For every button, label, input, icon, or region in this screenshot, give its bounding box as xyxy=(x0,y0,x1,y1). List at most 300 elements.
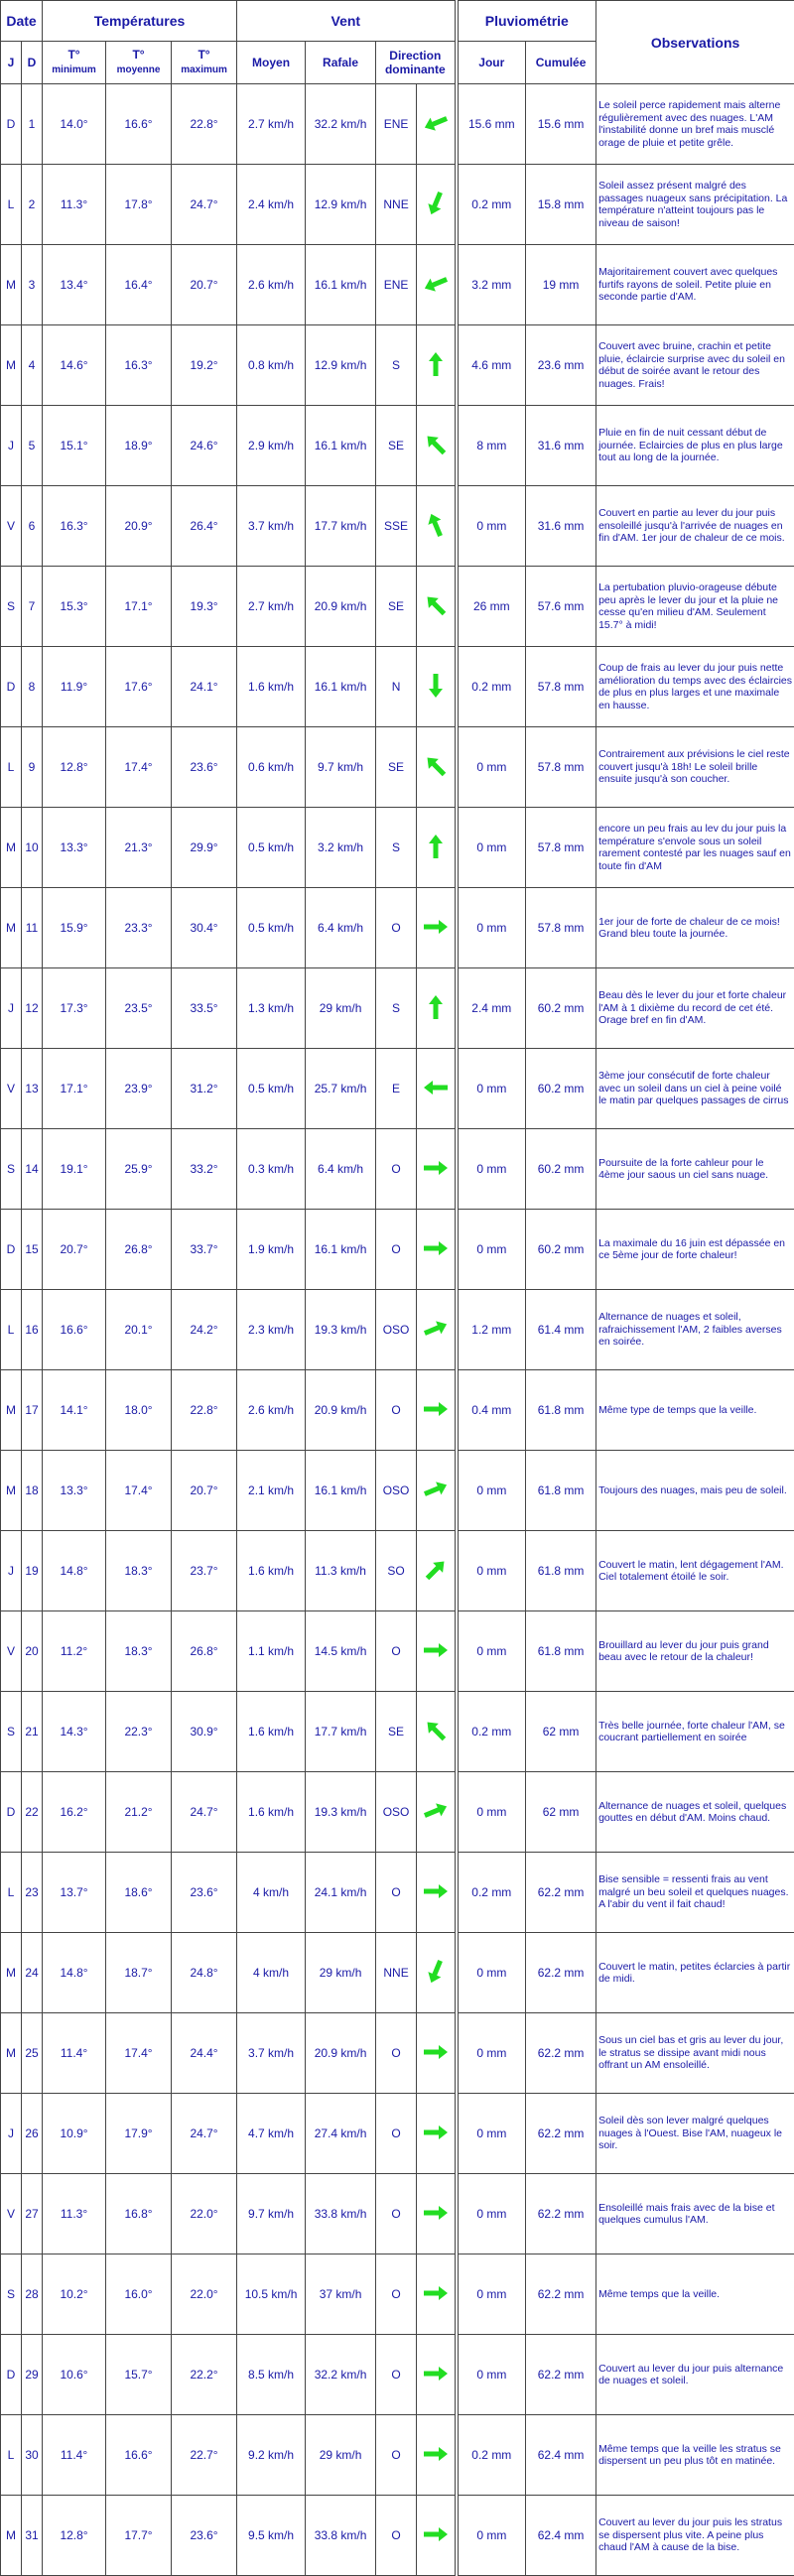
observation-cell: Le soleil perce rapidement mais alterne régulièrement avec des nuages. L'AM l'instabilité donne un bref mais musclé orage de pluie et petite grêle. xyxy=(596,84,794,165)
wind-gust-cell: 33.8 km/h xyxy=(306,2496,376,2576)
day-cell: 12 xyxy=(22,968,43,1049)
observation-cell: Sous un ciel bas et gris au lever du jour, le stratus se dissipe avant midi nous offrant un AM ensoleillé. xyxy=(596,2013,794,2094)
wind-arrow-icon xyxy=(421,1716,451,1745)
day-cell: 18 xyxy=(22,1451,43,1531)
rain-cumul-cell: 60.2 mm xyxy=(526,1210,596,1290)
tmax-cell: 24.7° xyxy=(172,1772,237,1853)
observation-cell: Majoritairement couvert avec quelques furtifs rayons de soleil. Petite pluie en seconde partie d'AM. xyxy=(596,245,794,325)
weekday-cell: M xyxy=(1,1370,22,1451)
rain-day-cell: 0.2 mm xyxy=(457,647,526,727)
wind-avg-cell: 2.6 km/h xyxy=(237,1370,306,1451)
observation-cell: Même type de temps que la veille. xyxy=(596,1370,794,1451)
wind-arrow-icon xyxy=(421,2118,451,2147)
wind-dir-cell: ENE xyxy=(376,245,417,325)
wind-arrow-cell xyxy=(417,1933,457,2013)
tmoy-cell: 16.6° xyxy=(106,2415,172,2496)
wind-avg-cell: 2.4 km/h xyxy=(237,165,306,245)
rain-cumul-cell: 61.8 mm xyxy=(526,1451,596,1531)
tmin-cell: 16.3° xyxy=(43,486,106,567)
wind-dir-cell: O xyxy=(376,1853,417,1933)
wind-dir-cell: O xyxy=(376,2174,417,2254)
wind-dir-cell: O xyxy=(376,1611,417,1692)
wind-arrow-icon xyxy=(421,2359,451,2388)
wind-dir-cell: O xyxy=(376,1370,417,1451)
rain-cumul-cell: 31.6 mm xyxy=(526,406,596,486)
wind-arrow-cell xyxy=(417,486,457,567)
header-tmoy: T° moyenne xyxy=(106,42,172,84)
wind-avg-cell: 1.3 km/h xyxy=(237,968,306,1049)
wind-avg-cell: 10.5 km/h xyxy=(237,2254,306,2335)
tmin-cell: 15.1° xyxy=(43,406,106,486)
tmax-cell: 22.0° xyxy=(172,2174,237,2254)
rain-day-cell: 4.6 mm xyxy=(457,325,526,406)
tmoy-cell: 17.8° xyxy=(106,165,172,245)
tmin-cell: 13.3° xyxy=(43,1451,106,1531)
day-cell: 5 xyxy=(22,406,43,486)
wind-gust-cell: 20.9 km/h xyxy=(306,2013,376,2094)
wind-avg-cell: 1.1 km/h xyxy=(237,1611,306,1692)
header-wind-gust: Rafale xyxy=(306,42,376,84)
rain-cumul-cell: 60.2 mm xyxy=(526,968,596,1049)
wind-gust-cell: 37 km/h xyxy=(306,2254,376,2335)
header-tmin: T° minimum xyxy=(43,42,106,84)
weekday-cell: S xyxy=(1,567,22,647)
wind-arrow-cell xyxy=(417,2335,457,2415)
observation-cell: Couvert en partie au lever du jour puis ensoleillé jusqu'à l'arrivée de nuages en fin d'AM. 1er jour de chaleur de ce mois. xyxy=(596,486,794,567)
wind-avg-cell: 9.2 km/h xyxy=(237,2415,306,2496)
wind-gust-cell: 16.1 km/h xyxy=(306,647,376,727)
header-date: Date xyxy=(1,1,43,42)
rain-day-cell: 2.4 mm xyxy=(457,968,526,1049)
tmax-cell: 24.6° xyxy=(172,406,237,486)
weekday-cell: M xyxy=(1,2496,22,2576)
weekday-cell: M xyxy=(1,2013,22,2094)
wind-arrow-cell xyxy=(417,1772,457,1853)
weekday-cell: L xyxy=(1,165,22,245)
tmin-cell: 17.1° xyxy=(43,1049,106,1129)
wind-gust-cell: 6.4 km/h xyxy=(306,1129,376,1210)
tmax-cell: 29.9° xyxy=(172,808,237,888)
table-row xyxy=(1,406,794,486)
table-row xyxy=(1,2415,794,2496)
wind-avg-cell: 2.9 km/h xyxy=(237,406,306,486)
wind-arrow-icon xyxy=(421,1153,451,1183)
rain-day-cell: 0 mm xyxy=(457,1933,526,2013)
rain-cumul-cell: 61.8 mm xyxy=(526,1611,596,1692)
table-row xyxy=(1,1853,794,1933)
wind-avg-cell: 3.7 km/h xyxy=(237,2013,306,2094)
table-row xyxy=(1,2094,794,2174)
wind-arrow-cell xyxy=(417,2254,457,2335)
wind-arrow-cell xyxy=(417,727,457,808)
rain-cumul-cell: 15.6 mm xyxy=(526,84,596,165)
table-row xyxy=(1,647,794,727)
day-cell: 23 xyxy=(22,1853,43,1933)
observation-cell: Bise sensible = ressenti frais au vent malgré un beu soleil et quelques nuages. A l'abir du vent il fait chaud! xyxy=(596,1853,794,1933)
wind-avg-cell: 1.6 km/h xyxy=(237,1692,306,1772)
header-wind-direction: Direction dominante xyxy=(376,42,457,84)
observation-cell: 3ème jour consécutif de forte chaleur avec un soleil dans un ciel à peine voilé le matin par quelques passages de cirrus xyxy=(596,1049,794,1129)
tmoy-cell: 21.3° xyxy=(106,808,172,888)
wind-arrow-icon xyxy=(421,1073,451,1102)
wind-dir-cell: O xyxy=(376,2496,417,2576)
weekday-cell: V xyxy=(1,486,22,567)
table-row xyxy=(1,1611,794,1692)
wind-avg-cell: 1.9 km/h xyxy=(237,1210,306,1290)
tmax-cell: 26.4° xyxy=(172,486,237,567)
weekday-cell: D xyxy=(1,647,22,727)
rain-day-cell: 0 mm xyxy=(457,2013,526,2094)
wind-gust-cell: 17.7 km/h xyxy=(306,1692,376,1772)
observation-cell: Couvert le matin, lent dégagement l'AM. Ciel totalement étoilé le soir. xyxy=(596,1531,794,1611)
weekday-cell: M xyxy=(1,888,22,968)
table-row xyxy=(1,1933,794,2013)
wind-arrow-cell xyxy=(417,1611,457,1692)
wind-arrow-cell xyxy=(417,84,457,165)
tmax-cell: 19.3° xyxy=(172,567,237,647)
wind-arrow-cell xyxy=(417,1129,457,1210)
weekday-cell: J xyxy=(1,406,22,486)
rain-cumul-cell: 62.2 mm xyxy=(526,2094,596,2174)
day-cell: 7 xyxy=(22,567,43,647)
tmax-cell: 22.7° xyxy=(172,2415,237,2496)
tmax-cell: 24.7° xyxy=(172,2094,237,2174)
table-row xyxy=(1,888,794,968)
rain-cumul-cell: 62.2 mm xyxy=(526,1933,596,2013)
wind-arrow-cell xyxy=(417,2013,457,2094)
tmoy-cell: 23.5° xyxy=(106,968,172,1049)
weekday-cell: V xyxy=(1,2174,22,2254)
observation-cell: Couvert avec bruine, crachin et petite pluie, éclaircie surprise avec du soleil en début de soirée avant le retour des nuages. Frais! xyxy=(596,325,794,406)
rain-day-cell: 0.4 mm xyxy=(457,1370,526,1451)
tmin-cell: 14.8° xyxy=(43,1933,106,2013)
wind-gust-cell: 9.7 km/h xyxy=(306,727,376,808)
tmax-cell: 19.2° xyxy=(172,325,237,406)
header-temperatures: Températures xyxy=(43,1,237,42)
wind-gust-cell: 33.8 km/h xyxy=(306,2174,376,2254)
wind-gust-cell: 14.5 km/h xyxy=(306,1611,376,1692)
header-tmax: T° maximum xyxy=(172,42,237,84)
tmax-cell: 30.4° xyxy=(172,888,237,968)
tmoy-cell: 16.8° xyxy=(106,2174,172,2254)
tmoy-cell: 15.7° xyxy=(106,2335,172,2415)
wind-arrow-icon xyxy=(421,590,451,620)
weekday-cell: V xyxy=(1,1049,22,1129)
wind-arrow-cell xyxy=(417,2094,457,2174)
wind-arrow-icon xyxy=(421,1394,451,1424)
wind-arrow-cell xyxy=(417,888,457,968)
wind-gust-cell: 16.1 km/h xyxy=(306,1210,376,1290)
observation-cell: Contrairement aux prévisions le ciel reste couvert jusqu'à 18h! Le soleil brille ensuite jusqu'à son coucher. xyxy=(596,727,794,808)
weekday-cell: M xyxy=(1,325,22,406)
rain-cumul-cell: 61.4 mm xyxy=(526,1290,596,1370)
day-cell: 28 xyxy=(22,2254,43,2335)
wind-arrow-icon xyxy=(421,349,451,379)
wind-arrow-cell xyxy=(417,245,457,325)
rain-cumul-cell: 57.8 mm xyxy=(526,727,596,808)
day-cell: 14 xyxy=(22,1129,43,1210)
wind-arrow-icon xyxy=(421,1957,451,1987)
tmin-cell: 11.3° xyxy=(43,165,106,245)
day-cell: 16 xyxy=(22,1290,43,1370)
wind-gust-cell: 29 km/h xyxy=(306,968,376,1049)
wind-arrow-icon xyxy=(421,1233,451,1263)
observation-cell: La maximale du 16 juin est dépassée en ce 5ème jour de forte chaleur! xyxy=(596,1210,794,1290)
header-day: D xyxy=(22,42,43,84)
wind-avg-cell: 2.3 km/h xyxy=(237,1290,306,1370)
rain-day-cell: 0 mm xyxy=(457,1611,526,1692)
rain-cumul-cell: 62.4 mm xyxy=(526,2496,596,2576)
wind-avg-cell: 0.8 km/h xyxy=(237,325,306,406)
wind-avg-cell: 3.7 km/h xyxy=(237,486,306,567)
tmax-cell: 22.0° xyxy=(172,2254,237,2335)
observation-cell: Même temps que la veille les stratus se dispersent un peu plus tôt en matinée. xyxy=(596,2415,794,2496)
wind-arrow-cell xyxy=(417,2496,457,2576)
rain-day-cell: 0.2 mm xyxy=(457,1692,526,1772)
wind-avg-cell: 2.7 km/h xyxy=(237,84,306,165)
table-row xyxy=(1,727,794,808)
tmoy-cell: 16.0° xyxy=(106,2254,172,2335)
wind-avg-cell: 0.5 km/h xyxy=(237,1049,306,1129)
header-rain-day: Jour xyxy=(457,42,526,84)
tmoy-cell: 18.7° xyxy=(106,1933,172,2013)
wind-avg-cell: 0.5 km/h xyxy=(237,888,306,968)
weekday-cell: L xyxy=(1,727,22,808)
rain-day-cell: 0 mm xyxy=(457,2174,526,2254)
rain-day-cell: 0 mm xyxy=(457,1451,526,1531)
rain-cumul-cell: 23.6 mm xyxy=(526,325,596,406)
table-row xyxy=(1,2254,794,2335)
wind-gust-cell: 12.9 km/h xyxy=(306,165,376,245)
observation-cell: Coup de frais au lever du jour puis nette amélioration du temps avec des éclaircies de plus en plus larges et une maximale en hausse. xyxy=(596,647,794,727)
day-cell: 8 xyxy=(22,647,43,727)
rain-day-cell: 0 mm xyxy=(457,808,526,888)
wind-gust-cell: 29 km/h xyxy=(306,1933,376,2013)
wind-gust-cell: 17.7 km/h xyxy=(306,486,376,567)
observation-cell: Couvert au lever du jour puis les stratus se dispersent plus vite. A peine plus chaud l'AM à cause de la bise. xyxy=(596,2496,794,2576)
day-cell: 25 xyxy=(22,2013,43,2094)
rain-cumul-cell: 61.8 mm xyxy=(526,1531,596,1611)
tmax-cell: 24.8° xyxy=(172,1933,237,2013)
wind-arrow-icon xyxy=(421,510,451,540)
wind-arrow-icon xyxy=(421,108,451,138)
tmin-cell: 14.6° xyxy=(43,325,106,406)
tmoy-cell: 20.1° xyxy=(106,1290,172,1370)
tmin-cell: 11.4° xyxy=(43,2415,106,2496)
weekday-cell: M xyxy=(1,1451,22,1531)
rain-cumul-cell: 60.2 mm xyxy=(526,1049,596,1129)
observation-cell: Beau dès le lever du jour et forte chaleur l'AM à 1 dixième du record de cet été. Orage bref en fin d'AM. xyxy=(596,968,794,1049)
observation-cell: Soleil dès son lever malgré quelques nuages à l'Ouest. Bise l'AM, nuageux le soir. xyxy=(596,2094,794,2174)
tmoy-cell: 17.9° xyxy=(106,2094,172,2174)
wind-arrow-icon xyxy=(421,2037,451,2067)
rain-day-cell: 8 mm xyxy=(457,406,526,486)
tmoy-cell: 17.7° xyxy=(106,2496,172,2576)
wind-arrow-cell xyxy=(417,325,457,406)
tmax-cell: 24.4° xyxy=(172,2013,237,2094)
tmin-cell: 17.3° xyxy=(43,968,106,1049)
rain-cumul-cell: 60.2 mm xyxy=(526,1129,596,1210)
tmax-cell: 23.6° xyxy=(172,1853,237,1933)
header-rain-cumul: Cumulée xyxy=(526,42,596,84)
wind-arrow-icon xyxy=(421,1635,451,1665)
wind-arrow-cell xyxy=(417,567,457,647)
tmax-cell: 22.8° xyxy=(172,84,237,165)
tmin-cell: 12.8° xyxy=(43,2496,106,2576)
tmoy-cell: 21.2° xyxy=(106,1772,172,1853)
table-row xyxy=(1,1370,794,1451)
wind-dir-cell: O xyxy=(376,2254,417,2335)
wind-arrow-icon xyxy=(421,1475,451,1504)
day-cell: 15 xyxy=(22,1210,43,1290)
tmin-cell: 11.4° xyxy=(43,2013,106,2094)
weekday-cell: M xyxy=(1,1933,22,2013)
rain-day-cell: 0.2 mm xyxy=(457,165,526,245)
wind-avg-cell: 9.7 km/h xyxy=(237,2174,306,2254)
observation-cell: Même temps que la veille. xyxy=(596,2254,794,2335)
wind-avg-cell: 0.5 km/h xyxy=(237,808,306,888)
tmoy-cell: 17.4° xyxy=(106,727,172,808)
header-vent: Vent xyxy=(237,1,457,42)
rain-day-cell: 0 mm xyxy=(457,2094,526,2174)
tmin-cell: 15.9° xyxy=(43,888,106,968)
observation-cell: Très belle journée, forte chaleur l'AM, se coucrant partiellement en soirée xyxy=(596,1692,794,1772)
wind-dir-cell: O xyxy=(376,2013,417,2094)
day-cell: 20 xyxy=(22,1611,43,1692)
table-row xyxy=(1,486,794,567)
wind-arrow-icon xyxy=(421,832,451,861)
day-cell: 29 xyxy=(22,2335,43,2415)
day-cell: 24 xyxy=(22,1933,43,2013)
wind-dir-cell: SE xyxy=(376,727,417,808)
tmin-cell: 10.9° xyxy=(43,2094,106,2174)
rain-cumul-cell: 15.8 mm xyxy=(526,165,596,245)
wind-dir-cell: E xyxy=(376,1049,417,1129)
rain-day-cell: 0 mm xyxy=(457,486,526,567)
wind-gust-cell: 27.4 km/h xyxy=(306,2094,376,2174)
observation-cell: Brouillard au lever du jour puis grand beau avec le retour de la chaleur! xyxy=(596,1611,794,1692)
rain-cumul-cell: 62 mm xyxy=(526,1772,596,1853)
observation-cell: 1er jour de forte de chaleur de ce mois! Grand bleu toute la journée. xyxy=(596,888,794,968)
wind-dir-cell: NNE xyxy=(376,1933,417,2013)
wind-arrow-cell xyxy=(417,1853,457,1933)
tmax-cell: 20.7° xyxy=(172,245,237,325)
weekday-cell: M xyxy=(1,808,22,888)
tmax-cell: 23.6° xyxy=(172,2496,237,2576)
weekday-cell: V xyxy=(1,1611,22,1692)
rain-day-cell: 0 mm xyxy=(457,2496,526,2576)
tmax-cell: 33.2° xyxy=(172,1129,237,1210)
rain-day-cell: 0 mm xyxy=(457,1129,526,1210)
wind-arrow-icon xyxy=(421,1314,451,1344)
wind-gust-cell: 25.7 km/h xyxy=(306,1049,376,1129)
weekday-cell: J xyxy=(1,968,22,1049)
tmoy-cell: 16.3° xyxy=(106,325,172,406)
tmin-cell: 16.6° xyxy=(43,1290,106,1370)
weekday-cell: S xyxy=(1,2254,22,2335)
weekday-cell: D xyxy=(1,2335,22,2415)
tmax-cell: 22.8° xyxy=(172,1370,237,1451)
wind-gust-cell: 12.9 km/h xyxy=(306,325,376,406)
tmax-cell: 33.7° xyxy=(172,1210,237,1290)
day-cell: 31 xyxy=(22,2496,43,2576)
weekday-cell: S xyxy=(1,1129,22,1210)
rain-day-cell: 0 mm xyxy=(457,1531,526,1611)
tmoy-cell: 25.9° xyxy=(106,1129,172,1210)
rain-cumul-cell: 62.2 mm xyxy=(526,1853,596,1933)
tmax-cell: 24.2° xyxy=(172,1290,237,1370)
wind-avg-cell: 0.3 km/h xyxy=(237,1129,306,1210)
table-row xyxy=(1,1290,794,1370)
tmoy-cell: 18.0° xyxy=(106,1370,172,1451)
weekday-cell: J xyxy=(1,1531,22,1611)
weekday-cell: L xyxy=(1,2415,22,2496)
tmin-cell: 12.8° xyxy=(43,727,106,808)
wind-gust-cell: 32.2 km/h xyxy=(306,84,376,165)
table-row xyxy=(1,1049,794,1129)
rain-cumul-cell: 57.8 mm xyxy=(526,647,596,727)
rain-cumul-cell: 57.8 mm xyxy=(526,888,596,968)
observation-cell: Soleil assez présent malgré des passages nuageux sans précipitation. La température n'atteint toujours pas le niveau de saison! xyxy=(596,165,794,245)
wind-gust-cell: 16.1 km/h xyxy=(306,406,376,486)
day-cell: 21 xyxy=(22,1692,43,1772)
tmax-cell: 23.6° xyxy=(172,727,237,808)
table-row xyxy=(1,245,794,325)
rain-cumul-cell: 62.2 mm xyxy=(526,2013,596,2094)
observation-cell: Alternance de nuages et soleil, quelques gouttes en début d'AM. Moins chaud. xyxy=(596,1772,794,1853)
rain-cumul-cell: 62.4 mm xyxy=(526,2415,596,2496)
wind-gust-cell: 20.9 km/h xyxy=(306,567,376,647)
wind-arrow-cell xyxy=(417,2415,457,2496)
tmoy-cell: 16.4° xyxy=(106,245,172,325)
tmoy-cell: 18.6° xyxy=(106,1853,172,1933)
day-cell: 6 xyxy=(22,486,43,567)
wind-avg-cell: 1.6 km/h xyxy=(237,1531,306,1611)
observation-cell: Couvert le matin, petites éclarcies à partir de midi. xyxy=(596,1933,794,2013)
wind-avg-cell: 4 km/h xyxy=(237,1853,306,1933)
day-cell: 1 xyxy=(22,84,43,165)
wind-avg-cell: 8.5 km/h xyxy=(237,2335,306,2415)
wind-gust-cell: 20.9 km/h xyxy=(306,1370,376,1451)
day-cell: 13 xyxy=(22,1049,43,1129)
wind-dir-cell: OSO xyxy=(376,1290,417,1370)
tmin-cell: 16.2° xyxy=(43,1772,106,1853)
wind-avg-cell: 1.6 km/h xyxy=(237,1772,306,1853)
rain-day-cell: 0 mm xyxy=(457,2254,526,2335)
wind-arrow-icon xyxy=(421,751,451,781)
wind-arrow-cell xyxy=(417,406,457,486)
tmax-cell: 31.2° xyxy=(172,1049,237,1129)
observation-cell: Pluie en fin de nuit cessant début de journée. Eclaircies de plus en plus large tout au long de la journée. xyxy=(596,406,794,486)
tmin-cell: 13.3° xyxy=(43,808,106,888)
wind-dir-cell: NNE xyxy=(376,165,417,245)
header-pluviometrie: Pluviométrie xyxy=(457,1,596,42)
rain-day-cell: 1.2 mm xyxy=(457,1290,526,1370)
wind-dir-cell: SO xyxy=(376,1531,417,1611)
tmoy-cell: 18.3° xyxy=(106,1531,172,1611)
wind-avg-cell: 4.7 km/h xyxy=(237,2094,306,2174)
wind-arrow-icon xyxy=(421,2439,451,2469)
wind-arrow-icon xyxy=(421,2278,451,2308)
rain-day-cell: 0 mm xyxy=(457,1210,526,1290)
table-row xyxy=(1,2496,794,2576)
wind-dir-cell: ENE xyxy=(376,84,417,165)
wind-arrow-cell xyxy=(417,968,457,1049)
tmoy-cell: 17.4° xyxy=(106,2013,172,2094)
rain-cumul-cell: 31.6 mm xyxy=(526,486,596,567)
wind-arrow-icon xyxy=(421,671,451,701)
wind-arrow-cell xyxy=(417,165,457,245)
